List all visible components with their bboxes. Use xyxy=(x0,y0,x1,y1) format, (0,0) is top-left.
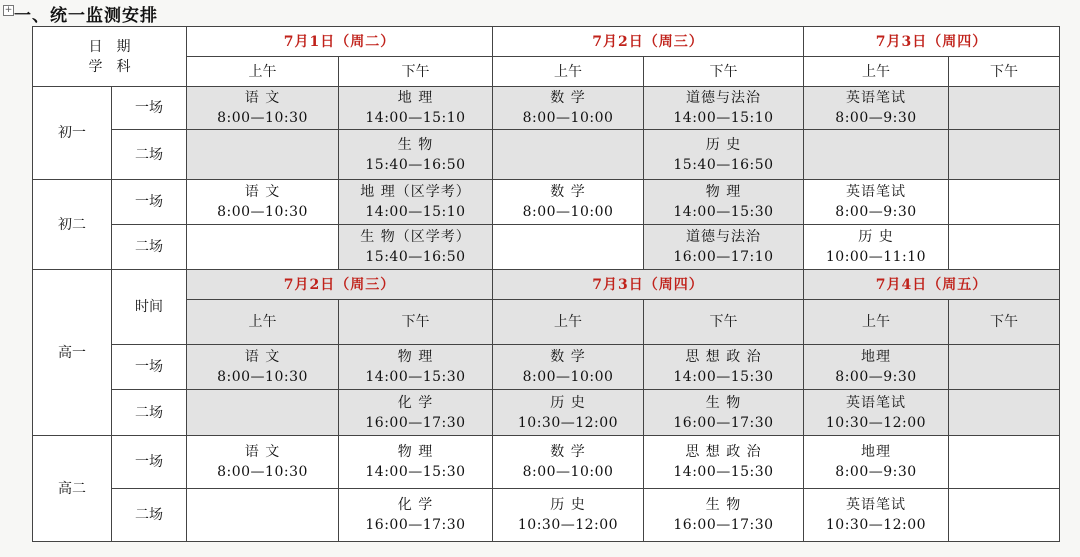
schedule-cell xyxy=(187,225,339,270)
period-pm: 下午 xyxy=(339,57,493,87)
grade-label: 初一 xyxy=(33,87,112,180)
schedule-cell: 英语笔试 10:30—12:00 xyxy=(804,390,949,436)
grade-label: 初二 xyxy=(33,180,112,270)
schedule-cell: 思 想 政 治 14:00—15:30 xyxy=(644,345,804,390)
schedule-cell: 数 学 8:00—10:00 xyxy=(493,180,644,225)
schedule-cell: 物 理 14:00—15:30 xyxy=(339,436,493,489)
session-label: 一场 xyxy=(112,87,187,130)
senior-date-1: 7月2日（周三） xyxy=(187,270,493,300)
schedule-cell xyxy=(949,345,1060,390)
schedule-cell: 历 史 10:00—11:10 xyxy=(804,225,949,270)
schedule-cell: 英语笔试 8:00—9:30 xyxy=(804,87,949,130)
schedule-cell: 历 史 15:40—16:50 xyxy=(644,130,804,180)
schedule-cell: 英语笔试 8:00—9:30 xyxy=(804,180,949,225)
period-am: 上午 xyxy=(187,57,339,87)
table-row xyxy=(33,436,1060,489)
session-label: 二场 xyxy=(112,225,187,270)
schedule-cell: 语 文 8:00—10:30 xyxy=(187,345,339,390)
schedule-cell xyxy=(187,489,339,542)
schedule-cell: 道德与法治 14:00—15:10 xyxy=(644,87,804,130)
schedule-cell: 语 文 8:00—10:30 xyxy=(187,436,339,489)
period-am: 上午 xyxy=(493,57,644,87)
table-move-handle-icon[interactable]: + xyxy=(4,5,13,15)
schedule-cell xyxy=(949,225,1060,270)
schedule-cell: 地理 8:00—9:30 xyxy=(804,436,949,489)
period-pm: 下午 xyxy=(949,300,1060,345)
table-row xyxy=(33,489,1060,542)
period-pm: 下午 xyxy=(339,300,493,345)
period-am: 上午 xyxy=(804,57,949,87)
session-label: 一场 xyxy=(112,345,187,390)
schedule-cell: 语 文 8:00—10:30 xyxy=(187,87,339,130)
schedule-cell xyxy=(804,130,949,180)
period-am: 上午 xyxy=(187,300,339,345)
session-label: 一场 xyxy=(112,436,187,489)
schedule-cell xyxy=(949,489,1060,542)
schedule-cell xyxy=(949,436,1060,489)
schedule-cell xyxy=(949,390,1060,436)
schedule-cell: 物 理 14:00—15:30 xyxy=(339,345,493,390)
period-pm: 下午 xyxy=(949,57,1060,87)
schedule-cell: 生 物 16:00—17:30 xyxy=(644,489,804,542)
time-label: 时间 xyxy=(112,270,187,345)
schedule-cell: 地 理（区学考） 14:00—15:10 xyxy=(339,180,493,225)
schedule-cell: 化 学 16:00—17:30 xyxy=(339,390,493,436)
schedule-cell: 英语笔试 10:30—12:00 xyxy=(804,489,949,542)
table-row xyxy=(33,180,1060,225)
period-pm: 下午 xyxy=(644,57,804,87)
period-am: 上午 xyxy=(493,300,644,345)
schedule-cell: 语 文 8:00—10:30 xyxy=(187,180,339,225)
senior-date-3: 7月4日（周五） xyxy=(804,270,1060,300)
corner-date-label: 日 期 xyxy=(88,38,131,55)
schedule-cell: 生 物（区学考） 15:40—16:50 xyxy=(339,225,493,270)
junior-date-3: 7月3日（周四） xyxy=(804,27,1060,57)
corner-header xyxy=(33,27,187,87)
schedule-cell xyxy=(949,87,1060,130)
schedule-cell: 思 想 政 治 14:00—15:30 xyxy=(644,436,804,489)
table-row xyxy=(33,345,1060,390)
junior-date-2: 7月2日（周三） xyxy=(493,27,804,57)
schedule-cell: 数 学 8:00—10:00 xyxy=(493,345,644,390)
schedule-cell xyxy=(187,130,339,180)
schedule-cell: 数 学 8:00—10:00 xyxy=(493,436,644,489)
schedule-cell: 道德与法治 16:00—17:10 xyxy=(644,225,804,270)
grade-label: 高一 xyxy=(33,270,112,436)
schedule-cell: 历 史 10:30—12:00 xyxy=(493,390,644,436)
schedule-cell: 历 史 10:30—12:00 xyxy=(493,489,644,542)
schedule-cell xyxy=(187,390,339,436)
senior-date-2: 7月3日（周四） xyxy=(493,270,804,300)
schedule-cell xyxy=(949,130,1060,180)
schedule-cell: 地 理 14:00—15:10 xyxy=(339,87,493,130)
section-heading: 一、统一监测安排 xyxy=(14,6,158,26)
schedule-cell: 地理 8:00—9:30 xyxy=(804,345,949,390)
schedule-cell: 物 理 14:00—15:30 xyxy=(644,180,804,225)
schedule-cell: 化 学 16:00—17:30 xyxy=(339,489,493,542)
table-row xyxy=(33,225,1060,270)
schedule-cell: 生 物 16:00—17:30 xyxy=(644,390,804,436)
period-pm: 下午 xyxy=(644,300,804,345)
corner-subject-label: 学 科 xyxy=(88,58,131,75)
schedule-cell xyxy=(493,130,644,180)
session-label: 一场 xyxy=(112,180,187,225)
period-am: 上午 xyxy=(804,300,949,345)
session-label: 二场 xyxy=(112,130,187,180)
schedule-cell xyxy=(949,180,1060,225)
schedule-cell xyxy=(493,225,644,270)
table-row xyxy=(33,390,1060,436)
table-row xyxy=(33,87,1060,130)
schedule-cell: 生 物 15:40—16:50 xyxy=(339,130,493,180)
table-row xyxy=(33,130,1060,180)
junior-date-1: 7月1日（周二） xyxy=(187,27,493,57)
grade-label: 高二 xyxy=(33,436,112,542)
schedule-cell: 数 学 8:00—10:00 xyxy=(493,87,644,130)
session-label: 二场 xyxy=(112,489,187,542)
exam-schedule-table xyxy=(32,26,1060,542)
session-label: 二场 xyxy=(112,390,187,436)
